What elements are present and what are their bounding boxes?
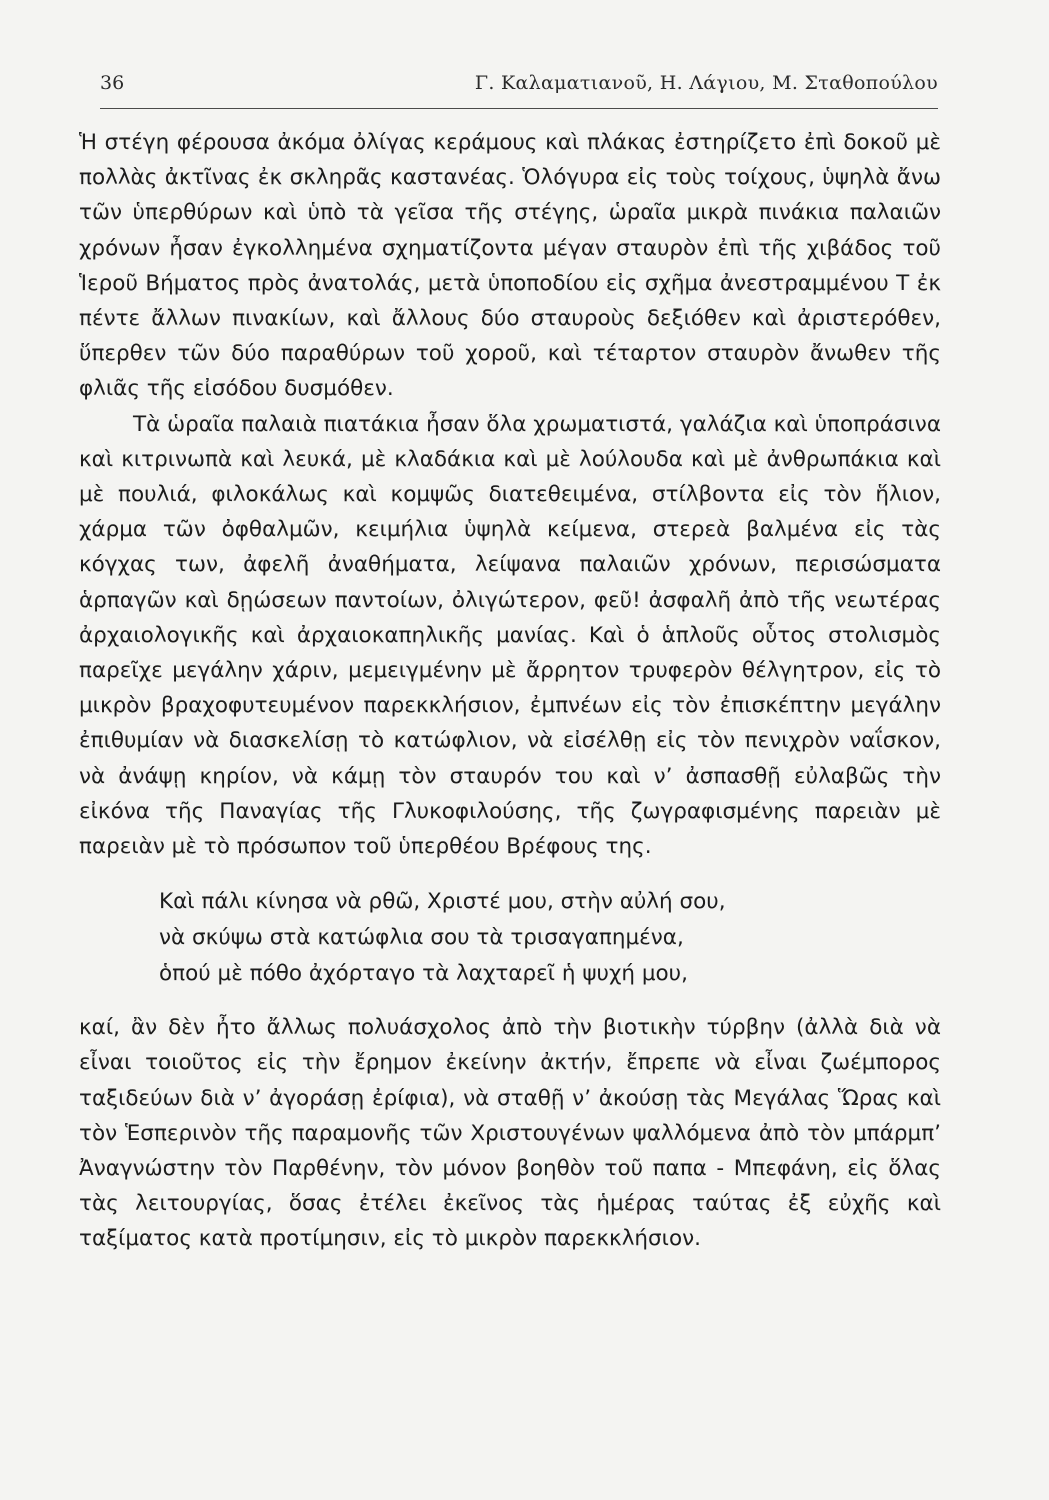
- running-head: Γ. Καλαματιανοῦ, Η. Λάγιου, Μ. Σταθοπούλου: [474, 72, 938, 94]
- poem: [79, 884, 941, 992]
- poem-line-1: Καὶ πάλι κίνησα νὰ ρθῶ, Χριστέ μου, στὴν αὐλή σου,: [159, 889, 726, 915]
- page-number: 36: [100, 72, 125, 94]
- poem-line-2: νὰ σκύψω στὰ κατώφλια σου τὰ τρισαγαπημένα,: [159, 925, 684, 951]
- body-text: [79, 125, 941, 1257]
- page-header: [100, 70, 938, 104]
- poem-line-3: ὁπού μὲ πόθο ἀχόρταγο τὰ λαχταρεῖ ἡ ψυχή μου,: [159, 961, 688, 987]
- paragraph-roof: Ἡ στέγη φέρουσα ἀκόμα ὀλίγας κεράμους καὶ πλάκας ἐστηρίζετο ἐπὶ δοκοῦ μὲ πολλὰς ἀκτῖνας ἐκ σκληρᾶς καστανέας. Ὁλόγυρα εἰς τοὺς τοίχους, ὑψηλὰ ἄνω τῶν ὑπερθύρων καὶ ὑπὸ τὰ γεῖσα τῆς στέγης, ὡραῖα μικρὰ πινάκια παλαιῶν χρόνων ἦσαν ἐγκολλημένα σχηματίζοντα μέγαν σταυρὸν ἐπὶ τῆς χιβάδος τοῦ Ἱεροῦ Βήματος πρὸς ἀνατολάς, μετὰ ὑποποδίου εἰς σχῆμα ἀνεστραμμένου Τ ἐκ πέντε ἄλλων πινακίων, καὶ ἄλλους δύο σταυροὺς δεξιόθεν καὶ ἀριστερόθεν, ὕπερθεν τῶν δύο παραθύρων τοῦ χοροῦ, καὶ τέταρτον σταυρὸν ἄνωθεν τῆς φλιᾶς τῆς εἰσόδου δυσμόθεν.: [79, 130, 941, 402]
- paragraph-closing: καί, ἂν δὲν ἦτο ἄλλως πολυάσχολος ἀπὸ τὴν βιοτικὴν τύρβην (ἀλλὰ διὰ νὰ εἶναι τοιοῦτος εἰς τὴν ἔρημον ἐκείνην ἀκτήν, ἔπρεπε νὰ εἶναι ζωέμπορος ταξιδεύων διὰ ν’ ἀγοράσῃ ἐρίφια), νὰ σταθῇ ν’ ἀκούσῃ τὰς Μεγάλας Ὥρας καὶ τὸν Ἑσπερινὸν τῆς παραμονῆς τῶν Χριστουγένων ψαλλόμενα ἀπὸ τὸν μπάρμπ’ Ἀναγνώστην τὸν Παρθένην, τὸν μόνον βοηθὸν τοῦ παπα - Μπεφάνη, εἰς ὅλας τὰς λειτουργίας, ὅσας ἐτέλει ἐκεῖνος τὰς ἡμέρας ταύτας ἐξ εὐχῆς καὶ ταξίματος κατὰ προτίμησιν, εἰς τὸ μικρὸν παρεκκλήσιον.: [79, 1015, 941, 1252]
- paragraph-plates: Τὰ ὡραῖα παλαιὰ πιατάκια ἦσαν ὅλα χρωματιστά, γαλάζια καὶ ὑποπράσινα καὶ κιτρινωπὰ καὶ λευκά, μὲ κλαδάκια καὶ μὲ λούλουδα καὶ μὲ ἀνθρωπάκια καὶ μὲ πουλιά, φιλοκάλως καὶ κομψῶς διατεθειμένα, στίλβοντα εἰς τὸν ἥλιον, χάρμα τῶν ὀφθαλμῶν, κειμήλια ὑψηλὰ κείμενα, στερεὰ βαλμένα εἰς τὰς κόγχας των, ἀφελῆ ἀναθήματα, λείψανα παλαιῶν χρόνων, περισώσματα ἁρπαγῶν καὶ δῃώσεων παντοίων, ὀλιγώτερον, φεῦ! ἀσφαλῆ ἀπὸ τῆς νεωτέρας ἀρχαιολογικῆς καὶ ἀρχαιοκαπηλικῆς μανίας. Καὶ ὁ ἁπλοῦς οὗτος στολισμὸς παρεῖχε μεγάλην χάριν, μεμειγμένην μὲ ἄρρητον τρυφερὸν θέλγητρον, εἰς τὸ μικρὸν βραχοφυτευμένον παρεκκλήσιον, ἐμπνέων εἰς τὸν ἐπισκέπτην μεγάλην ἐπιθυμίαν νὰ διασκελίσῃ τὸ κατώφλιον, νὰ εἰσέλθῃ εἰς τὸν πενιχρὸν ναΐσκον, νὰ ἀνάψῃ κηρίον, νὰ κάμῃ τὸν σταυρόν του καὶ ν’ ἀσπασθῇ εὐλαβῶς τὴν εἰκόνα τῆς Παναγίας τῆς Γλυκοφιλούσης, τῆς ζωγραφισμένης παρειὰν μὲ παρειὰν μὲ τὸ πρόσωπον τοῦ ὑπερθέου Βρέφους της.: [79, 411, 941, 860]
- header-rule: [100, 108, 938, 109]
